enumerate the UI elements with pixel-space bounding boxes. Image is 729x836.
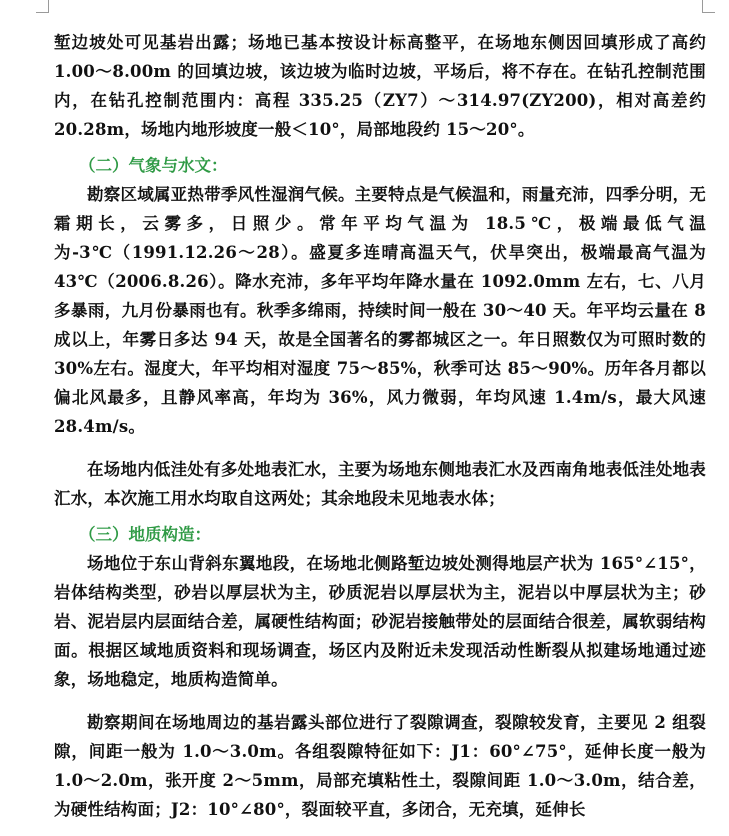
spacer (54, 441, 706, 455)
section-heading-geological-structure: （三）地质构造： (79, 525, 211, 544)
spacer (54, 144, 706, 151)
paragraph-fractures: 勘察期间在场地周边的基岩露头部位进行了裂隙调查，裂隙较发育，主要见 2 组裂隙，间距一般为 1.0～3.0m。各组裂隙特征如下：J1：60°∠75°，延伸长度一般为 1.0～2.0m，张开度 2～5mm，局部充填粘性土，裂隙间距 1.0～3.0m，结合差，为硬性结构面；J2：10°∠80°，裂面较平直，多闭合，无充填，延伸长 (54, 713, 706, 819)
document-body (54, 28, 706, 824)
paragraph-geology: 场地位于东山背斜东翼地段，在场地北侧路堑边坡处测得地层产状为 165°∠15°，岩体结构类型，砂岩以厚层状为主，砂质泥岩以厚层状为主，泥岩以中厚层状为主；砂岩、泥岩层内层面结合差，属硬性结构面；砂泥岩接触带处的层面结合很差，属软弱结构面。根据区域地质资料和现场调查，场区内及附近未发现活动性断裂从拟建场地通过迹象，场地稳定，地质构造简单。 (54, 554, 706, 689)
crop-mark-top-left (36, 0, 49, 13)
paragraph-terrain: 堑边坡处可见基岩出露；场地已基本按设计标高整平，在场地东侧因回填形成了高约 1.00～8.00m 的回填边坡，该边坡为临时边坡，平场后，将不存在。在钻孔控制范围内，在钻孔控制范围内：高程 335.25（ZY7）～314.97(ZY200)，相对高差约 20.28m，场地内地形坡度一般＜10°，局部地段约 15～20°。 (54, 33, 706, 139)
spacer (54, 694, 706, 708)
section-heading-climate-hydrology: （二）气象与水文： (79, 156, 228, 175)
spacer (54, 513, 706, 520)
paragraph-climate: 勘察区域属亚热带季风性湿润气候。主要特点是气候温和，雨量充沛，四季分明，无霜期长，云雾多，日照少。常年平均气温为 18.5℃，极端最低气温为-3℃（1991.12.26～28）。盛夏多连晴高温天气，伏旱突出，极端最高气温为 43℃（2006.8.26）。降水充沛，多年平均年降水量在 1092.0mm 左右，七、八月多暴雨，九月份暴雨也有。秋季多绵雨，持续时间一般在 30～40 天。年平均云量在 8 成以上，年雾日多达 94 天，故是全国著名的雾都城区之一。年日照数仅为可照时数的 30%左右。湿度大，年平均相对湿度 75～85%，秋季可达 85～90%。历年各月都以偏北风最多，且静风率高，年均为 36%，风力微弱，年均风速 1.4m/s，最大风速 28.4m/s。 (54, 185, 706, 436)
crop-mark-top-right (702, 0, 715, 13)
paragraph-surface-water: 在场地内低洼处有多处地表汇水，主要为场地东侧地表汇水及西南角地表低洼处地表汇水，本次施工用水均取自这两处；其余地段未见地表水体； (54, 460, 706, 508)
